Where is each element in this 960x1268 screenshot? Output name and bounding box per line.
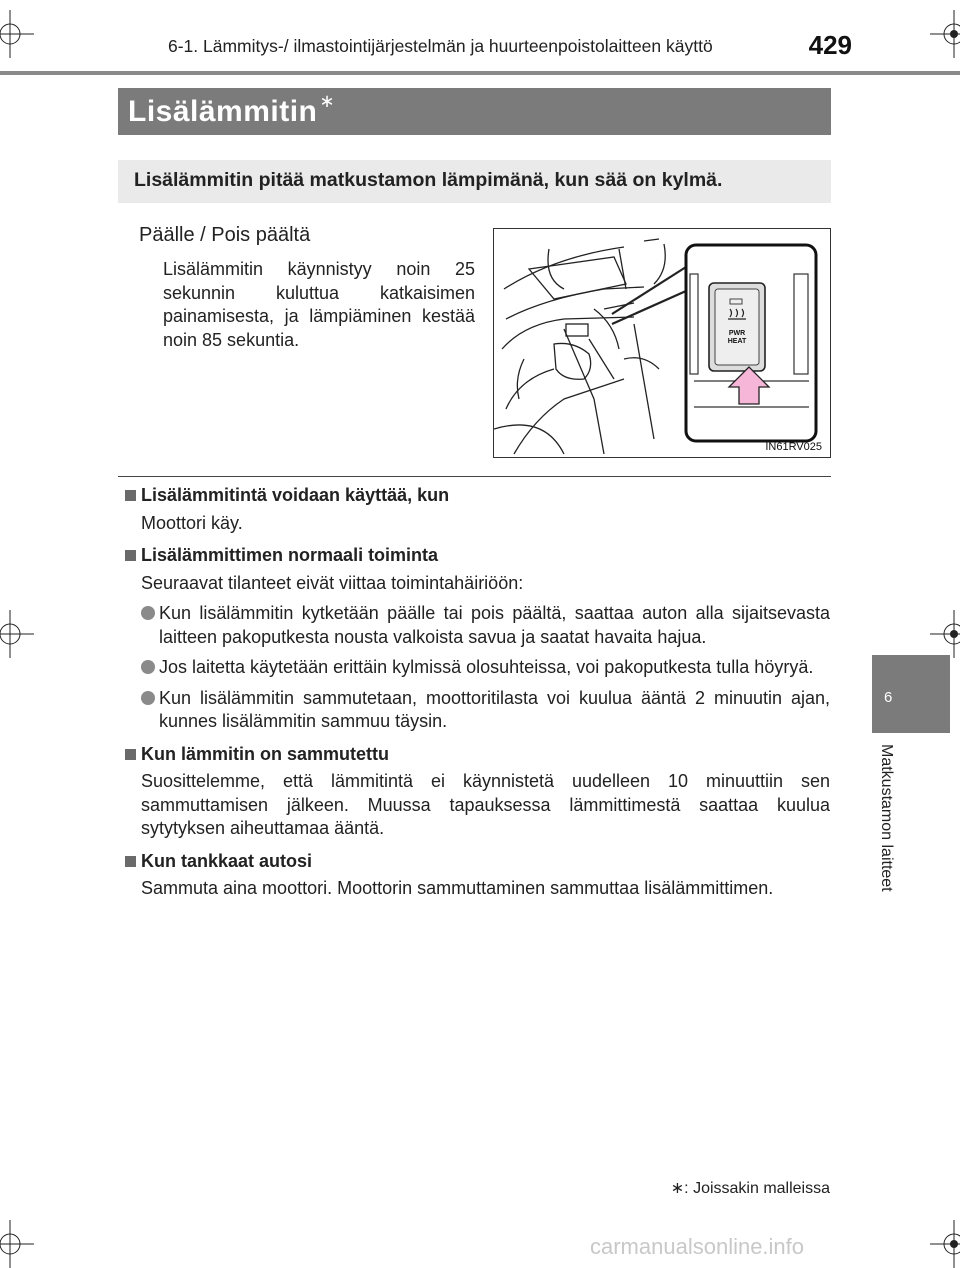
figure-code: IN61RV025 — [765, 441, 822, 453]
title-asterisk: ∗ — [319, 91, 335, 111]
dashboard-drawing — [494, 229, 830, 457]
main-content — [125, 484, 830, 901]
crop-mark-bottom-left — [0, 1220, 34, 1268]
section-rule — [118, 476, 831, 477]
section-heading-text: Lisälämmitintä voidaan käyttää, kun — [141, 485, 450, 505]
summary-text: Lisälämmitin pitää matkustamon lämpimänä, kun sää on kylmä. — [134, 169, 723, 191]
header-rule — [0, 71, 960, 75]
page-number: 429 — [808, 30, 852, 60]
section-heading — [125, 484, 830, 508]
crop-mark-top-right — [930, 10, 960, 58]
switch-label-heat: HEAT — [727, 338, 747, 345]
chapter-number: 6 — [884, 689, 893, 706]
running-header: 6-1. Lämmitys-/ ilmastointijärjestelmän ja huurteenpoistolaitteen käyttö — [168, 36, 713, 56]
section-heading — [125, 743, 830, 767]
title-banner — [118, 88, 831, 135]
list-item-text: Kun lisälämmitin sammutetaan, moottoritilasta voi kuulua ääntä 2 minuutin ajan, kunnes lisälämmitin sammuu täysin. — [159, 687, 830, 731]
list-item-text: Kun lisälämmitin kytketään päälle tai pois päältä, saattaa auton alla sijaitsevasta laitteen pakoputkesta nousta valkoista savua ja saatat havaita hajua. — [159, 603, 830, 647]
list-item — [141, 687, 830, 734]
list-item-text: Jos laitetta käytetään erittäin kylmissä olosuhteissa, voi pakoputkesta tulla höyryä. — [159, 657, 814, 677]
square-bullet-icon — [125, 550, 136, 561]
section-text: Seuraavat tilanteet eivät viittaa toimintahäiriöön: — [141, 572, 524, 593]
summary-box — [118, 160, 831, 203]
crop-mark-mid-left — [0, 610, 34, 658]
page-title-text: Lisälämmitin — [128, 95, 318, 128]
section-heading-text: Lisälämmittimen normaali toiminta — [141, 545, 439, 565]
square-bullet-icon — [125, 749, 136, 760]
watermark: carmanualsonline.info — [590, 1234, 805, 1259]
onoff-heading: Päälle / Pois päältä — [139, 224, 311, 246]
round-bullet-icon — [141, 691, 155, 705]
square-bullet-icon — [125, 490, 136, 501]
section-text: Suosittelemme, että lämmitintä ei käynnistetä uudelleen 10 minuuttiin sen sammuttamisen jälkeen. Muussa tapauksessa lämmittimestä saattaa kuulua sytytyksen aiheuttamaa ääntä. — [141, 771, 830, 838]
chapter-label-text: Matkustamon laitteet — [878, 744, 895, 892]
section-text: Sammuta aina moottori. Moottorin sammuttaminen sammuttaa lisälämmittimen. — [141, 878, 774, 898]
crop-mark-mid-right — [930, 610, 960, 658]
footnote-text: : Joissakin malleissa — [684, 1180, 830, 1197]
round-bullet-icon — [141, 660, 155, 674]
onoff-description: Lisälämmitin käynnistyy noin 25 sekunnin kuluttua katkaisimen painamisesta, ja lämpiäminen kestää noin 85 sekuntia. — [163, 259, 475, 350]
section-heading-text: Kun tankkaat autosi — [141, 850, 313, 871]
footnote-asterisk: ∗ — [670, 1180, 685, 1197]
square-bullet-icon — [125, 856, 136, 867]
crop-mark-bottom-right — [930, 1220, 960, 1268]
section-heading — [125, 544, 830, 568]
footnote — [480, 1178, 830, 1198]
section-text: Moottori käy. — [141, 512, 243, 533]
list-item — [141, 602, 830, 649]
round-bullet-icon — [141, 606, 155, 620]
page-title — [128, 91, 335, 129]
chapter-label — [873, 744, 897, 944]
switch-label-pwr: PWR — [728, 330, 746, 337]
heater-switch-illustration — [493, 228, 831, 458]
chapter-tab — [872, 655, 950, 733]
crop-mark-top-left — [0, 10, 34, 58]
section-heading-text: Kun lämmitin on sammutettu — [141, 743, 390, 764]
section-heading — [125, 850, 830, 874]
list-item — [141, 656, 830, 680]
